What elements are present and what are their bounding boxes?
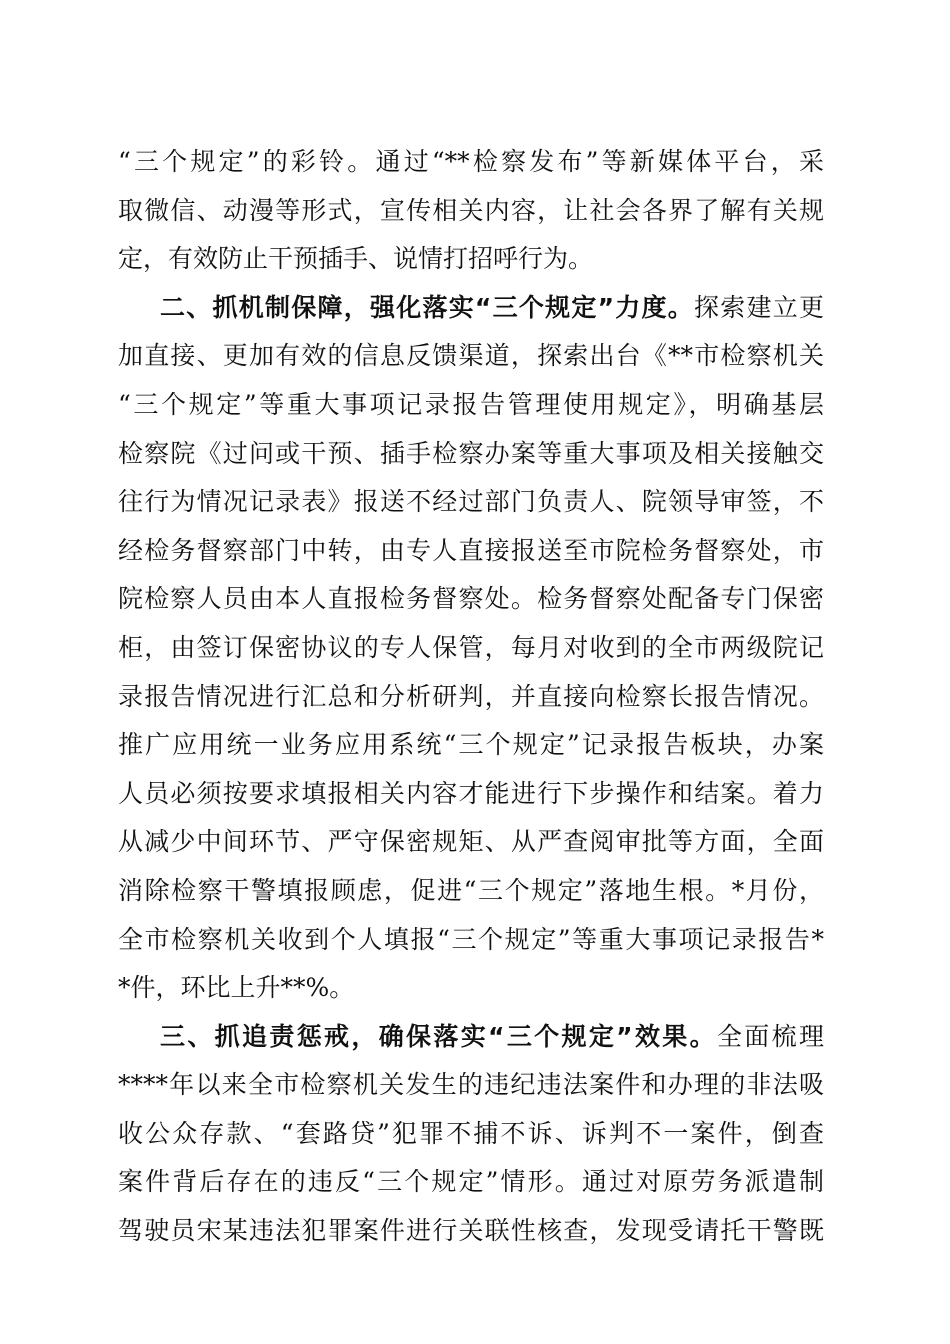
- section-heading: 二、抓机制保障，强化落实“三个规定”力度。: [160, 292, 694, 322]
- text-line: 案件背后存在的违反“三个规定”情形。通过对原劳务派遣制: [118, 1167, 824, 1197]
- text-line: “三个规定”等重大事项记录报告管理使用规定》，明确基层: [118, 389, 824, 419]
- text-line: 往行为情况记录表》报送不经过部门负责人、院领导审签，不: [118, 487, 824, 517]
- text-line: 定，有效防止干预插手、说情打招呼行为。: [118, 244, 594, 274]
- text-line: 全市检察机关收到个人填报“三个规定”等重大事项记录报告*: [118, 924, 824, 954]
- document-body: [118, 138, 824, 1256]
- paragraph-3: [118, 1013, 824, 1256]
- paragraph-2: [118, 284, 824, 1013]
- text-line: 推广应用统一业务应用系统“三个规定”记录报告板块，办案: [118, 730, 824, 760]
- paragraph-1: [118, 138, 824, 284]
- text-line: ****年以来全市检察机关发生的违纪违法案件和办理的非法吸: [118, 1070, 824, 1100]
- text-line: 取微信、动漫等形式，宣传相关内容，让社会各界了解有关规: [118, 195, 824, 225]
- text-line: *件，环比上升**%。: [118, 973, 355, 1003]
- text-line: 消除检察干警填报顾虑，促进“三个规定”落地生根。*月份，: [118, 875, 824, 905]
- heading-line-rest: 全面梳理: [716, 1021, 824, 1051]
- heading-line-rest: 探索建立更: [694, 292, 824, 322]
- text-line: [118, 1013, 824, 1062]
- section-heading: 三、抓追责惩戒，确保落实“三个规定”效果。: [160, 1021, 717, 1051]
- text-line: 加直接、更加有效的信息反馈渠道，探索出台《**市检察机关: [118, 341, 824, 371]
- text-line: 柜，由签订保密协议的专人保管，每月对收到的全市两级院记: [118, 632, 824, 662]
- text-line: 录报告情况进行汇总和分析研判，并直接向检察长报告情况。: [118, 681, 824, 711]
- text-line: 从减少中间环节、严守保密规矩、从严查阅审批等方面，全面: [118, 827, 824, 857]
- text-line: 人员必须按要求填报相关内容才能进行下步操作和结案。着力: [118, 778, 824, 808]
- text-line: 经检务督察部门中转，由专人直接报送至市院检务督察处，市: [118, 535, 824, 565]
- text-line: [118, 284, 824, 333]
- text-line: 收公众存款、“套路贷”犯罪不捕不诉、诉判不一案件，倒查: [118, 1118, 824, 1148]
- text-line: 院检察人员由本人直报检务督察处。检务督察处配备专门保密: [118, 584, 824, 614]
- text-line: 检察院《过问或干预、插手检察办案等重大事项及相关接触交: [118, 438, 824, 468]
- text-line: 驾驶员宋某违法犯罪案件进行关联性核查，发现受请托干警既: [118, 1216, 824, 1246]
- text-line: “三个规定”的彩铃。通过“**检察发布”等新媒体平台，采: [118, 147, 824, 176]
